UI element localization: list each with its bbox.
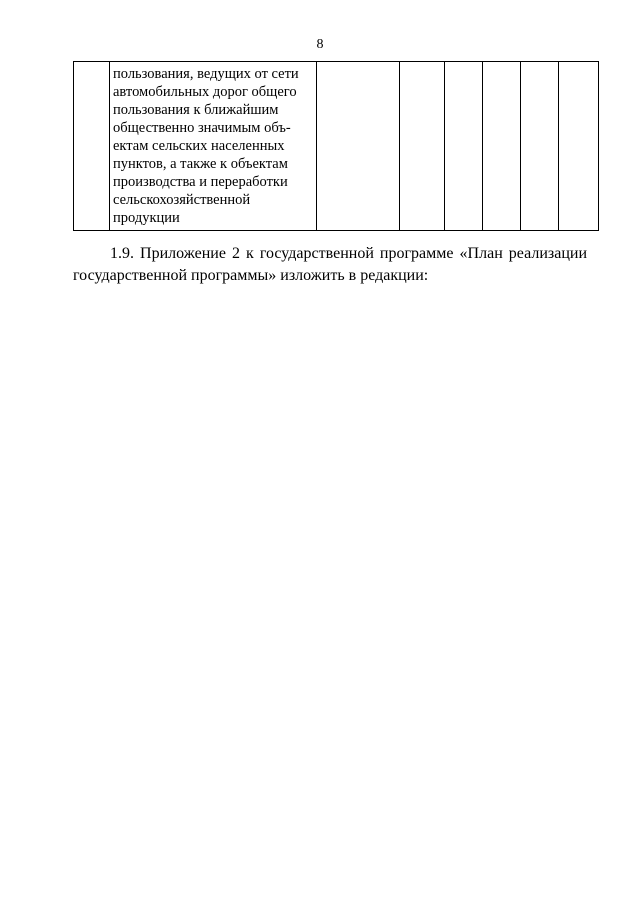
- program-table: [73, 61, 599, 231]
- table-row: [74, 62, 599, 231]
- table-cell-description-text: пользования, ведущих от сети автомобильных дорог общего пользования к ближайшим общественно значимым объ- ектам сельских населенных пунктов, а также к объектам производства и переработки сельскохозяйственной продукции: [113, 66, 299, 226]
- table-cell-value-4: [521, 62, 559, 231]
- table-cell-value-1: [400, 62, 445, 231]
- page-number: 8: [316, 37, 324, 52]
- table-cell-value-2: [445, 62, 483, 231]
- body-paragraph: [73, 243, 587, 287]
- table-cell-value-5: [559, 62, 599, 231]
- table-cell-executor: [317, 62, 400, 231]
- table-cell-description: [110, 62, 317, 231]
- paragraph-text: 1.9. Приложение 2 к государственной программе «План реализации государственной программы» изложить в редакции:: [73, 245, 587, 284]
- table-cell-number: [74, 62, 110, 231]
- table-cell-value-3: [483, 62, 521, 231]
